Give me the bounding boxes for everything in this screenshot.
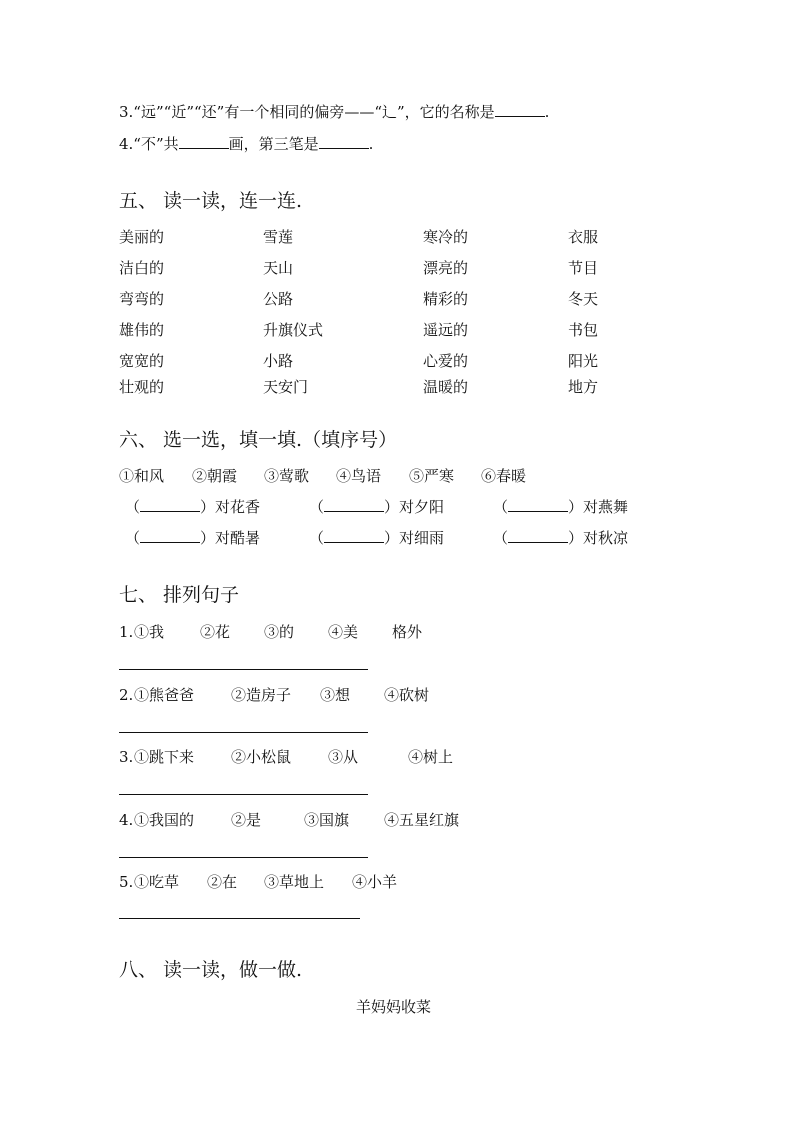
match-right-b-5[interactable]: 阳光 bbox=[568, 352, 599, 370]
match-left-4[interactable]: 雄伟的 bbox=[119, 321, 165, 339]
question-4-end: . bbox=[368, 135, 374, 153]
sentence-2-part-4: ④砍树 bbox=[384, 686, 430, 704]
fill-item-1-text: 对花香 bbox=[215, 498, 261, 516]
sentence-3-part-4: ④树上 bbox=[408, 748, 454, 766]
sentence-2-part-3: ③想 bbox=[320, 686, 351, 704]
sentence-1-part-2: ②花 bbox=[200, 623, 231, 641]
sentence-2-num: 2. bbox=[119, 686, 134, 704]
option-4: ④鸟语 bbox=[336, 467, 382, 485]
sentence-5-part-4: ④小羊 bbox=[352, 873, 398, 891]
sentence-1-part-4: ④美 bbox=[328, 623, 359, 641]
fill-blank-5[interactable] bbox=[324, 528, 384, 543]
sentence-5-part-3: ③草地上 bbox=[264, 873, 325, 891]
option-3: ③莺歌 bbox=[264, 467, 310, 485]
fill-item-6: （ ）对秋凉 bbox=[493, 529, 629, 547]
question-3-text: 3.“远”“近”“还”有一个相同的偏旁——“辶”，它的名称是 bbox=[119, 103, 495, 121]
option-1: ①和风 bbox=[119, 467, 165, 485]
answer-line-4[interactable] bbox=[119, 857, 368, 858]
match-right-4[interactable]: 升旗仪式 bbox=[263, 321, 324, 339]
match-right-b-1[interactable]: 衣服 bbox=[568, 228, 599, 246]
question-4 bbox=[119, 134, 373, 154]
story-title: 羊妈妈收菜 bbox=[356, 998, 432, 1016]
match-right-b-4[interactable]: 书包 bbox=[568, 321, 599, 339]
section-5-title: 五、 读一读，连一连. bbox=[119, 190, 303, 212]
question-4-blank-2[interactable] bbox=[319, 134, 369, 149]
match-left-b-5[interactable]: 心爱的 bbox=[423, 352, 469, 370]
fill-blank-1[interactable] bbox=[140, 497, 200, 512]
match-right-b-6[interactable]: 地方 bbox=[568, 378, 599, 396]
match-left-b-2[interactable]: 漂亮的 bbox=[423, 259, 469, 277]
question-4-text-b: 画，第三笔是 bbox=[228, 135, 319, 153]
fill-item-5: （ ）对细雨 bbox=[309, 529, 445, 547]
match-left-b-6[interactable]: 温暖的 bbox=[423, 378, 469, 396]
sentence-3-part-1: ①跳下来 bbox=[134, 748, 195, 766]
match-right-b-3[interactable]: 冬天 bbox=[568, 290, 599, 308]
fill-blank-3[interactable] bbox=[508, 497, 568, 512]
match-right-1[interactable]: 雪莲 bbox=[263, 228, 294, 246]
match-right-b-2[interactable]: 节目 bbox=[568, 259, 599, 277]
sentence-1-part-5: 格外 bbox=[392, 623, 423, 641]
fill-item-2: （ ）对夕阳 bbox=[309, 498, 445, 516]
match-right-6[interactable]: 天安门 bbox=[263, 378, 309, 396]
fill-item-4-text: 对酷暑 bbox=[215, 529, 261, 547]
match-left-2[interactable]: 洁白的 bbox=[119, 259, 165, 277]
answer-line-2[interactable] bbox=[119, 732, 368, 733]
section-6-title: 六、 选一选，填一填.（填序号） bbox=[119, 429, 398, 451]
section-7-title: 七、 排列句子 bbox=[119, 584, 240, 606]
sentence-3-part-2: ②小松鼠 bbox=[231, 748, 292, 766]
section-8-title: 八、 读一读，做一做. bbox=[119, 959, 303, 981]
sentence-4-part-2: ②是 bbox=[231, 811, 262, 829]
match-left-1[interactable]: 美丽的 bbox=[119, 228, 165, 246]
fill-item-3: （ ）对燕舞 bbox=[493, 498, 629, 516]
sentence-4-part-1: ①我国的 bbox=[134, 811, 195, 829]
question-3-blank[interactable] bbox=[495, 102, 545, 117]
fill-blank-4[interactable] bbox=[140, 528, 200, 543]
sentence-2-part-2: ②造房子 bbox=[231, 686, 292, 704]
fill-blank-6[interactable] bbox=[508, 528, 568, 543]
sentence-3-num: 3. bbox=[119, 748, 134, 766]
fill-blank-2[interactable] bbox=[324, 497, 384, 512]
fill-item-5-text: 对细雨 bbox=[399, 529, 445, 547]
sentence-5-part-2: ②在 bbox=[207, 873, 238, 891]
answer-line-3[interactable] bbox=[119, 794, 368, 795]
sentence-1-num: 1. bbox=[119, 623, 134, 641]
sentence-4-part-4: ④五星红旗 bbox=[384, 811, 460, 829]
option-2: ②朝霞 bbox=[192, 467, 238, 485]
fill-item-3-text: 对燕舞 bbox=[583, 498, 629, 516]
question-4-text-a: 4.“不”共 bbox=[119, 135, 179, 153]
match-left-3[interactable]: 弯弯的 bbox=[119, 290, 165, 308]
option-6: ⑥春暖 bbox=[481, 467, 527, 485]
fill-item-1: （ ）对花香 bbox=[125, 498, 261, 516]
match-left-b-1[interactable]: 寒冷的 bbox=[423, 228, 469, 246]
sentence-3-part-3: ③从 bbox=[328, 748, 359, 766]
sentence-4-num: 4. bbox=[119, 811, 134, 829]
answer-line-5[interactable] bbox=[119, 918, 360, 919]
match-right-2[interactable]: 天山 bbox=[263, 259, 294, 277]
match-left-b-4[interactable]: 遥远的 bbox=[423, 321, 469, 339]
option-5: ⑤严寒 bbox=[409, 467, 455, 485]
match-left-b-3[interactable]: 精彩的 bbox=[423, 290, 469, 308]
sentence-1-part-3: ③的 bbox=[264, 623, 295, 641]
answer-line-1[interactable] bbox=[119, 669, 368, 670]
question-4-blank-1[interactable] bbox=[179, 134, 229, 149]
sentence-5-part-1: ①吃草 bbox=[134, 873, 180, 891]
match-left-6[interactable]: 壮观的 bbox=[119, 378, 165, 396]
question-3-end: . bbox=[544, 103, 550, 121]
fill-item-6-text: 对秋凉 bbox=[583, 529, 629, 547]
fill-item-2-text: 对夕阳 bbox=[399, 498, 445, 516]
fill-item-4: （ ）对酷暑 bbox=[125, 529, 261, 547]
match-left-5[interactable]: 宽宽的 bbox=[119, 352, 165, 370]
sentence-5-num: 5. bbox=[119, 873, 134, 891]
sentence-1-part-1: ①我 bbox=[134, 623, 165, 641]
match-right-3[interactable]: 公路 bbox=[263, 290, 294, 308]
sentence-4-part-3: ③国旗 bbox=[304, 811, 350, 829]
match-right-5[interactable]: 小路 bbox=[263, 352, 294, 370]
sentence-2-part-1: ①熊爸爸 bbox=[134, 686, 195, 704]
question-3 bbox=[119, 102, 549, 122]
